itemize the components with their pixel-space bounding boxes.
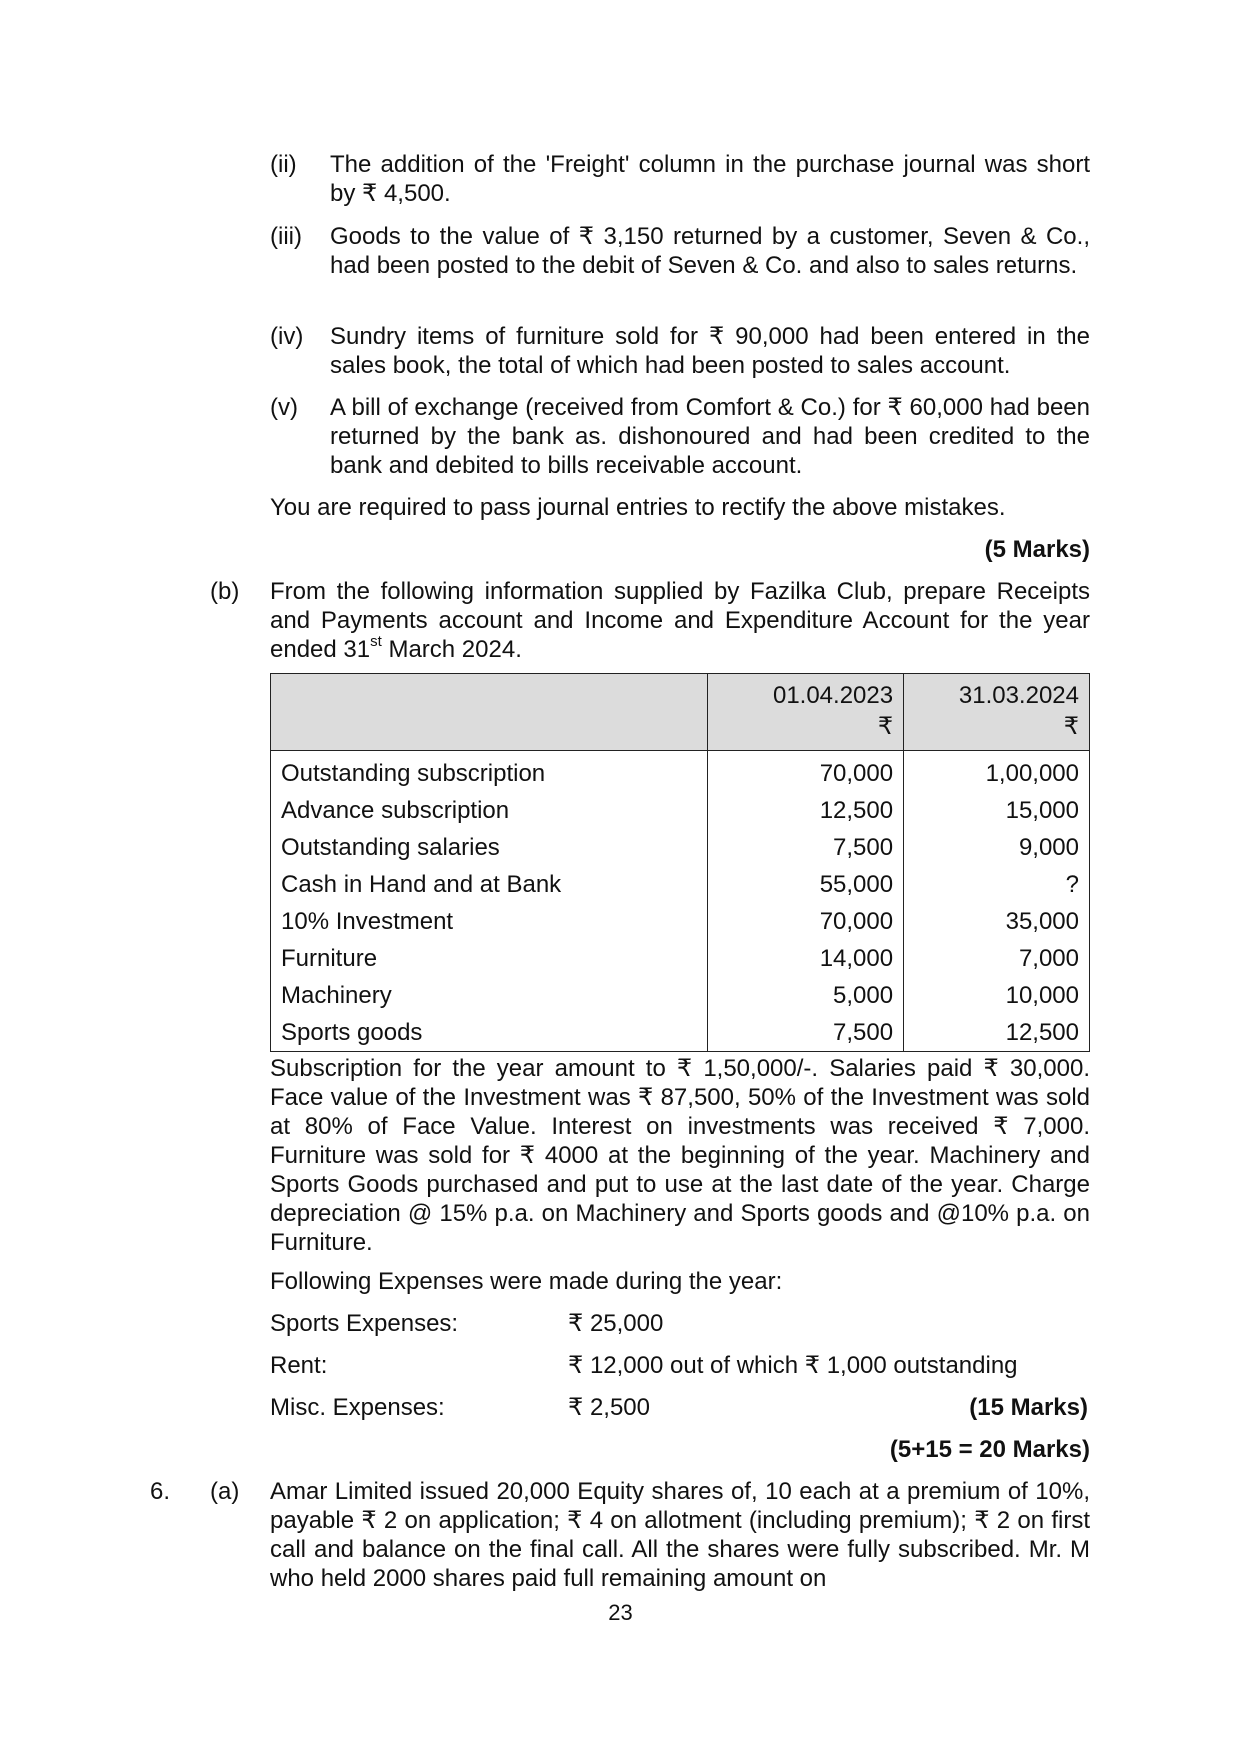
item-text: The addition of the 'Freight' column in the purchase journal was short by ₹ 4,500. [330,151,1090,207]
part-b-label: (b) [210,578,240,605]
expense-label: Misc. Expenses: [270,1394,445,1421]
marks-total: (5+15 = 20 Marks) [889,1436,1090,1463]
header-blank-cell [271,674,708,751]
row-label: Cash in Hand and at Bank [271,866,708,903]
marks-part-a: (5 Marks) [984,536,1090,563]
opening-value: 12,500 [708,792,904,829]
expense-label: Sports Expenses: [270,1310,459,1337]
closing-value: 15,000 [904,792,1090,829]
expense-value: ₹ 2,500 [568,1394,650,1421]
closing-value: 35,000 [904,903,1090,940]
closing-value: 10,000 [904,977,1090,1014]
closing-value: 7,000 [904,940,1090,977]
row-label: Outstanding subscription [271,751,708,793]
table-row [271,940,1090,977]
closing-value: 12,500 [904,1014,1090,1052]
header-opening-date [708,674,904,751]
opening-value: 14,000 [708,940,904,977]
opening-value: 70,000 [708,751,904,793]
expense-value: ₹ 25,000 [568,1310,664,1337]
expenses-intro: Following Expenses were made during the year: [270,1268,783,1295]
balances-table [270,673,1090,1052]
part-b-intro-tail: March 2024. [381,636,522,663]
opening-value: 5,000 [708,977,904,1014]
part-b-intro-text: From the following information supplied by Fazilka Club, prepare Receipts and Payments account and Income and Expenditure Account for the year ended 31 [270,578,1090,663]
item-number: (iii) [270,223,302,250]
table-row [271,751,1090,793]
opening-value: 55,000 [708,866,904,903]
marks-part-b: (15 Marks) [969,1394,1088,1421]
expense-value: ₹ 12,000 out of which ₹ 1,000 outstanding [568,1352,1018,1379]
rectify-instruction: You are required to pass journal entries to rectify the above mistakes. [270,494,1006,521]
date-ordinal-suffix: st [370,633,382,650]
table-row [271,792,1090,829]
opening-value: 70,000 [708,903,904,940]
table-row [271,1014,1090,1052]
rupee-symbol: ₹ [877,713,894,740]
table-header-row [271,674,1090,751]
item-number: (iv) [270,323,304,350]
row-label: Furniture [271,940,708,977]
rupee-symbol: ₹ [1063,713,1079,740]
question-part-label: (a) [210,1478,240,1505]
page-number: 23 [608,1600,633,1625]
table-row [271,829,1090,866]
item-number: (v) [270,394,298,421]
item-text: Goods to the value of ₹ 3,150 returned by a customer, Seven & Co., had been posted to the debit of Seven & Co. and also to sales returns. [330,223,1090,279]
table-row [271,866,1090,903]
item-text: Sundry items of furniture sold for ₹ 90,000 had been entered in the sales book, the total of which had been posted to sales account. [330,323,1090,379]
table-row [271,903,1090,940]
item-number: (ii) [270,151,297,178]
row-label: Machinery [271,977,708,1014]
closing-date-label: 31.03.2024 [958,682,1079,709]
table-row [271,977,1090,1014]
part-b-notes: Subscription for the year amount to ₹ 1,50,000/-. Salaries paid ₹ 30,000. Face value of the Investment was ₹ 87,500, 50% of the Investment was sold at 80% of Face Value. Interest on investments was received ₹ 7,000. Furniture was sold for ₹ 4000 at the beginning of the year. Machinery and Sports Goods purchased and put to use at the last date of the year. Charge depreciation @ 15% p.a. on Machinery and Sports goods and @10% p.a. on Furniture. [270,1055,1090,1256]
row-label: 10% Investment [271,903,708,940]
row-label: Outstanding salaries [271,829,708,866]
question-number: 6. [150,1478,171,1505]
opening-value: 7,500 [708,1014,904,1052]
expense-label: Rent: [270,1352,328,1379]
part-b-intro [270,577,1090,664]
opening-value: 7,500 [708,829,904,866]
closing-value: ? [904,866,1090,903]
row-label: Advance subscription [271,792,708,829]
header-closing-date [904,674,1090,751]
item-text: A bill of exchange (received from Comfort & Co.) for ₹ 60,000 had been returned by the bank as. dishonoured and had been credited to the bank and debited to bills receivable account. [330,394,1090,479]
closing-value: 1,00,000 [904,751,1090,793]
question-6a-text: Amar Limited issued 20,000 Equity shares of, 10 each at a premium of 10%, payable ₹ 2 on application; ₹ 4 on allotment (including premium); ₹ 2 on first call and balance on the final call. All the shares were fully subscribed. Mr. M who held 2000 shares paid full remaining amount on [270,1478,1090,1592]
opening-date-label: 01.04.2023 [772,682,894,709]
row-label: Sports goods [271,1014,708,1052]
closing-value: 9,000 [904,829,1090,866]
